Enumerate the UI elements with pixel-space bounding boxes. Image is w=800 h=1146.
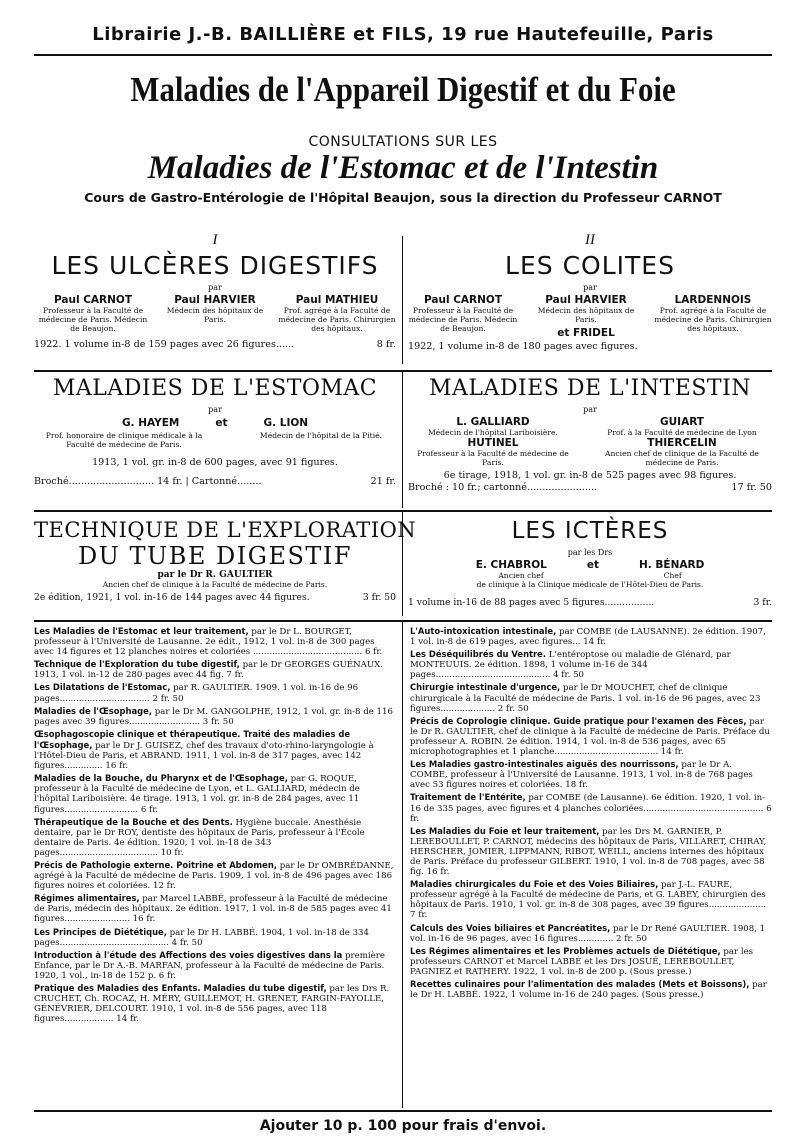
author-affiliation: de clinique à la Clinique médicale de l'Hôtel-Dieu de Paris.: [476, 580, 704, 589]
ulceres-title: LES ULCÈRES DIGESTIFS: [51, 251, 379, 280]
list-item: Introduction à l'étude des Affections des voies digestives dans la première Enfance, par le Dr A.-B. MARFAN, professeur à la Faculté de médecine de Paris. 1920, 1 vol., in-18 de 152 p. 6 fr.: [34, 949, 385, 981]
list-item: Les Déséquilibrés du Ventre. L'entéroptose ou maladie de Glénard, par MONTEUUIS. 2e édition. 1898, 1 volume in-16 de 344 pages.......................................... 4 fr. 50: [410, 649, 731, 681]
author-name: L. GALLIARD: [456, 416, 530, 428]
list-item: Pratique des Maladies des Enfants. Maladies du tube digestif, par les Drs R. CRUCHET, Ch. ROCAZ, H. MÉRY, GUILLEMOT, H. GRENET, FARGIN-FAYOLLE, GÉNÉVRIER, DELCOURT. 1910, 1 vol. in-8 de 556 pages, avec 118 figures.................. 14 fr.: [34, 983, 390, 1025]
author-affiliation: Professeur à la Faculté de médecine de Paris.: [417, 449, 569, 467]
list-item: L'Auto-intoxication intestinale, par COMBE (de LAUSANNE). 2e édition. 1907, 1 vol. in-8 de 619 pages, avec figures... 14 fr.: [410, 626, 766, 648]
publication-info: 1913, 1 vol. gr. in-8 de 600 pages, avec 91 figures.: [92, 457, 338, 468]
icteres-block: [408, 518, 772, 608]
author-name: Paul CARNOT: [53, 294, 133, 306]
author-name: par le Dr R. GAULTIER: [157, 570, 273, 580]
list-item: Précis de Coprologie clinique. Guide pratique pour l'examen des Fèces, par le Dr R. GAULTIER, chef de clinique à la Faculté de médecine de Paris. Préface du professeur A. ROBIN. 2e édition. 1914, 1 vol. in-8 de 536 pages, avec 65 microphotographies et 1 planche...................................... 14 fr.: [410, 715, 770, 758]
list-item: Les Maladies du Foie et leur traitement, par les Drs M. GARNIER, P. LEREBOULLET, P. CARNOT, médecins des hôpitaux de Paris, VILLARET, CHIRAY, HERSCHER, JOMIER, LIPPMANN, RIBOT, WEILL, anciens internes des hôpitaux de Paris. Préface du professeur GILBERT. 1910, 1 vol. in-8 de 708 pages, avec 58 fig. 16 fr.: [410, 825, 767, 878]
author-affiliation: Médecin de l'hôpital Lariboisière.: [428, 428, 558, 437]
list-item: Les Maladies de l'Estomac et leur traitement, par le Dr L. BOURGET, professeur à l'Université de Lausanne. 2e édit., 1912, 1 vol. in-8 de 300 pages avec 14 figures et 12 planches noires et coloriées ........................................ 6 fr.: [34, 626, 383, 658]
technique-title-line2: DU TUBE DIGESTIF: [77, 542, 353, 570]
publication-info: 2e édition, 1921, 1 vol. in-16 de 144 pages avec 44 figures.: [34, 592, 310, 603]
divider: [34, 370, 772, 372]
divider: [402, 236, 403, 364]
right-book-list: [410, 626, 772, 1002]
divider: [34, 620, 772, 622]
divider: [34, 510, 772, 512]
main-title: Maladies de l'Appareil Digestif et du Foie: [130, 70, 676, 109]
course-subtitle: Cours de Gastro-Entérologie de l'Hôpital Beaujon, sous la direction du Professeur CARNOT: [84, 190, 722, 205]
footer-note: Ajouter 10 p. 100 pour frais d'envoi.: [259, 1118, 547, 1134]
list-item: Thérapeutique de la Bouche et des Dents. Hygiène buccale. Anesthésie dentaire, par le Dr ROY, dentiste des hôpitaux de Paris, professeur à l'École dentaire de Paris. 4e édition. 1920, 1 vol. in-18 de 343 pages.................................... 10 fr.: [34, 816, 365, 858]
colites-block: [408, 232, 772, 352]
author-affiliation: Ancien chef: [498, 571, 544, 580]
price: 21 fr.: [370, 476, 396, 487]
divider: [34, 54, 772, 56]
par-label: par: [583, 283, 597, 292]
author-affiliation: Prof. agrégé à la Faculté de médecine de Paris. Chirurgien des hôpitaux.: [654, 306, 772, 333]
author-name: HUTINEL: [467, 437, 519, 449]
publication-info: 1922, 1 volume in-8 de 180 pages avec figures.: [408, 341, 638, 352]
publication-info: 6e tirage, 1918, 1 vol. gr. in-8 de 525 pages avec 98 figures.: [443, 470, 737, 481]
list-item: Maladies chirurgicales du Foie et des Voies Biliaires, par J.-L. FAURE, professeur agrégé à la Faculté de médecine de Paris, et G. LABEY, chirurgien des hôpitaux de Paris. 1910, 1 vol. gr. in-8 de 308 pages, avec 39 figures..................... 7 fr.: [410, 879, 767, 921]
author-name: Paul CARNOT: [423, 294, 503, 306]
list-item: Œsophagoscopie clinique et thérapeutique. Traité des maladies de l'Œsophage, par le Dr J. GUISEZ, chef des travaux d'oto-rhino-laryngologie à l'Hôtel-Dieu de Paris, et ABRAND. 1911, 1 vol. in-8 de 317 pages, avec 142 figures.............. 16 fr.: [34, 728, 374, 772]
author-affiliation: Prof. honoraire de clinique médicale à la Faculté de médecine de Paris.: [45, 431, 203, 449]
author-name: et FRIDEL: [557, 327, 615, 339]
author-affiliation: Professeur à la Faculté de médecine de Paris. Médecin de Beaujon.: [408, 306, 518, 333]
author-name: G. HAYEM: [121, 417, 180, 429]
price: 8 fr.: [376, 339, 396, 350]
author-name: Paul HARVIER: [174, 294, 256, 306]
list-item: Précis de Pathologie externe. Poitrine et Abdomen, par le Dr OMBRÉDANNE, agrégé à la Faculté de médecine de Paris. 1909, 1 vol. in-8 de 496 pages avec 186 figures noires et coloriées. 12 fr.: [34, 859, 394, 892]
intestin-title: MALADIES DE L'INTESTIN: [428, 376, 752, 401]
list-item: Les Régimes alimentaires et les Problèmes actuels de Diététique, par les professeurs CARNOT et Marcel LABBÉ et les Drs JOSUÉ, LEREBOULLET, PAGNIEZ et RATHERY. 1922, 1 vol. in-8 de 200 p. (Sous presse.): [410, 945, 754, 977]
author-name: G. LION: [263, 417, 309, 429]
par-label: par: [208, 405, 222, 414]
estomac-block: [34, 376, 396, 487]
conjunction: et: [215, 417, 228, 429]
list-item: Maladies de l'Œsophage, par le Dr M. GANGOLPHE, 1912, 1 vol. gr. in-8 de 116 pages avec 39 figures.......................... 3 fr. 50: [34, 705, 393, 727]
publication-info: 1922. 1 volume in-8 de 159 pages avec 26 figures......: [34, 339, 295, 350]
volume-number: II: [585, 232, 595, 248]
conjunction: et: [586, 559, 599, 571]
par-label: par: [208, 283, 222, 292]
list-item: Maladies de la Bouche, du Pharynx et de l'Œsophage, par G. ROQUE, professeur à la Faculté de médecine de Lyon, et L. GALLIARD, médecin de l'hôpital Lariboisière. 4e tirage. 1913, 1 vol. gr. in-8 de 284 pages, avec 11 figures........................... 6 fr.: [34, 773, 360, 815]
price: 17 fr. 50: [731, 482, 772, 493]
price: 3 fr.: [753, 597, 772, 608]
author-affiliation: Prof. agrégé à la Faculté de médecine de Paris. Chirurgien des hôpitaux.: [278, 306, 396, 333]
author-name: LARDENNOIS: [674, 294, 752, 306]
publisher-header: Librairie J.-B. BAILLIÈRE et FILS, 19 rue Hautefeuille, Paris: [92, 24, 714, 45]
author-affiliation: Chef: [663, 571, 682, 580]
author-affiliation: Ancien chef de clinique de la Faculté de médecine de Paris.: [605, 449, 759, 467]
par-label: par: [583, 405, 597, 414]
author-name: Paul HARVIER: [545, 294, 627, 306]
estomac-title: MALADIES DE L'ESTOMAC: [52, 376, 378, 401]
icteres-title: LES ICTÈRES: [511, 518, 669, 544]
author-name: THIERCELIN: [647, 437, 717, 449]
author-affiliation: Prof. à la Faculté de médecine de Lyon: [607, 428, 757, 437]
colites-title: LES COLITES: [505, 251, 675, 280]
left-book-list: [34, 626, 396, 1026]
volume-number: I: [212, 232, 218, 248]
divider: [402, 370, 403, 508]
ulceres-block: [34, 232, 396, 350]
technique-title-line1: TECHNIQUE DE L'EXPLORATION: [34, 518, 417, 542]
technique-block: [34, 518, 417, 603]
price: Broché : 10 fr.; cartonné.......................: [408, 482, 598, 493]
par-label: par les Drs: [567, 548, 613, 557]
list-item: Régimes alimentaires, par Marcel LABBÉ, professeur à la Faculté de médecine de Paris, médecin des hôpitaux. 2e édition. 1917, 1 vol. in-8 de 585 pages avec 41 figures........................ 16 fr.: [34, 893, 392, 925]
list-item: Traitement de l'Entérite, par COMBE (de Lausanne). 6e édition. 1920, 1 vol. in-16 de 335 pages, avec figures et 4 planches coloriées............................................ 6 fr.: [410, 792, 772, 824]
consult-title: Maladies de l'Estomac et de l'Intestin: [147, 150, 659, 186]
author-name: E. CHABROL: [475, 559, 547, 571]
list-item: Les Dilatations de l'Estomac, par R. GAULTIER. 1909. 1 vol. in-16 de 96 pages................................. 2 fr. 50: [34, 682, 359, 704]
list-item: Recettes culinaires pour l'alimentation des malades (Mets et Boissons), par le Dr H. LABBÉ. 1922, 1 volume in-16 de 240 pages. (Sous presse.): [410, 979, 767, 1001]
author-affiliation: Médecin des hôpitaux de Paris.: [537, 306, 635, 324]
author-affiliation: Médecin des hôpitaux de Paris.: [166, 306, 264, 324]
list-item: Les Maladies gastro-intestinales aiguës des nourrissons, par le Dr A. COMBE, professeur à l'Université de Lausanne. 1913, 1 vol. in-8 de 768 pages avec 53 figures noires et coloriées. 18 fr.: [410, 759, 753, 791]
consult-label: CONSULTATIONS SUR LES: [308, 134, 498, 150]
author-affiliation: Professeur à la Faculté de médecine de Paris. Médecin de Beaujon.: [38, 306, 148, 333]
author-affiliation: Ancien chef de clinique à la Faculté de médecine de Paris.: [102, 580, 328, 589]
divider: [34, 1110, 772, 1112]
price: Broché............................ 14 fr. | Cartonné........: [34, 476, 262, 487]
divider: [402, 620, 403, 1108]
catalog-page: [34, 0, 772, 1146]
author-affiliation: Médecin de l'hôpital de la Pitié.: [259, 431, 383, 440]
price: 3 fr. 50: [362, 592, 396, 603]
author-name: H. BÉNARD: [638, 559, 705, 571]
list-item: Les Principes de Diététique, par le Dr H. LABBÉ. 1904, 1 vol. in-18 de 334 pages........................................ 4 fr. 50: [34, 926, 369, 948]
author-name: GUIART: [660, 416, 704, 428]
list-item: Calculs des Voies biliaires et Pancréatites, par le Dr René GAULTIER. 1908, 1 vol. in-16 de 96 pages, avec 16 figures............. 2 fr. 50: [410, 922, 766, 944]
list-item: Technique de l'Exploration du tube digestif, par le Dr GEORGES GUÉNAUX. 1913, 1 vol. in-12 de 280 pages avec 44 fig. 7 fr.: [34, 659, 383, 681]
author-name: Paul MATHIEU: [295, 294, 379, 306]
intestin-block: [408, 376, 772, 493]
publication-info: 1 volume in-16 de 88 pages avec 5 figures.................: [408, 597, 655, 608]
list-item: Chirurgie intestinale d'urgence, par le Dr MOUCHET, chef de clinique chirurgicale à la Faculté de médecine de Paris. 1 vol. in-16 de 96 pages, avec 23 figures.................... 2 fr. 50: [410, 682, 761, 714]
